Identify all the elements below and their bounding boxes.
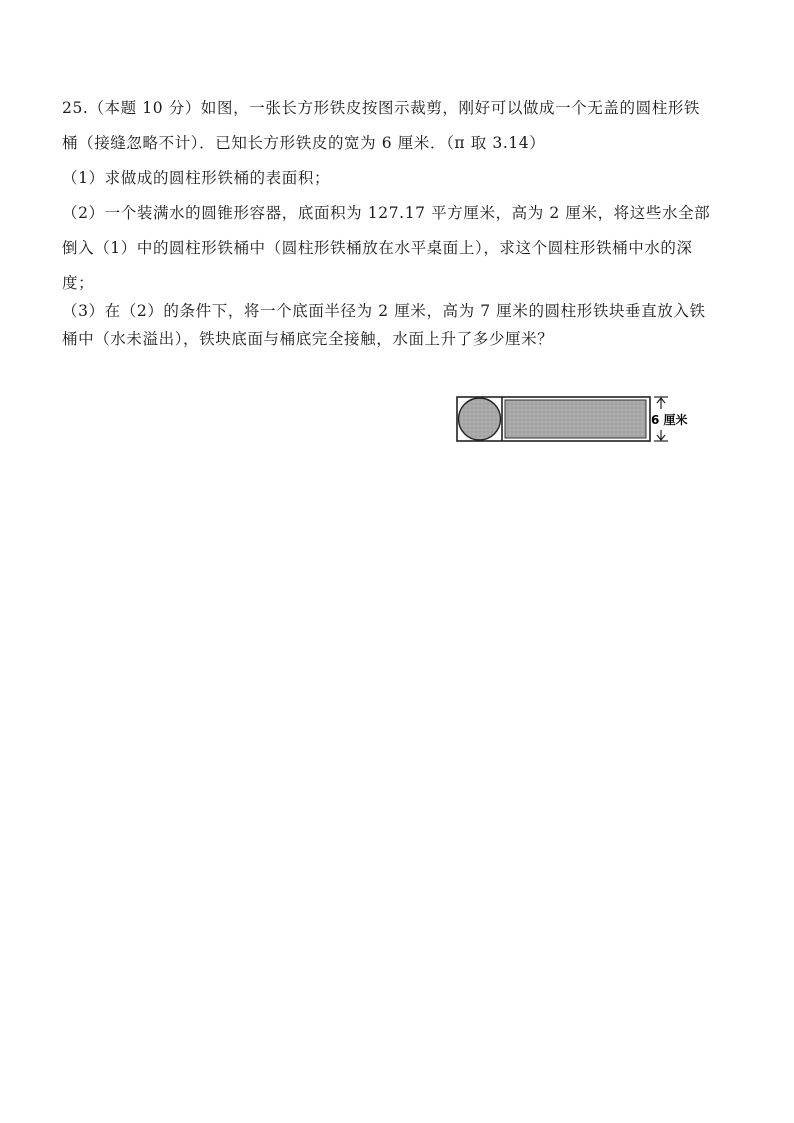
question-2-line-3: 度； [62, 274, 95, 292]
question-3-line-1: （3）在（2）的条件下，将一个底面半径为 2 厘米，高为 7 厘米的圆柱形铁块垂直放入铁 [62, 302, 706, 320]
problem-line-1: 25.（本题 10 分）如图，一张长方形铁皮按图示裁剪，刚好可以做成一个无盖的圆柱形铁 [62, 99, 701, 117]
cut-diagram [455, 395, 700, 445]
base-circle [459, 398, 501, 440]
side-rectangle [505, 400, 646, 438]
width-label: 6 厘米 [651, 413, 688, 427]
question-2-line-1: （2）一个装满水的圆锥形容器，底面积为 127.17 平方厘米，高为 2 厘米，将这些水全部 [62, 204, 711, 222]
question-1: （1）求做成的圆柱形铁桶的表面积； [62, 169, 331, 187]
question-2-line-2: 倒入（1）中的圆柱形铁桶中（圆柱形铁桶放在水平桌面上），求这个圆柱形铁桶中水的深 [62, 239, 693, 257]
cut-diagram-svg [455, 395, 700, 445]
question-3-line-2: 桶中（水未溢出），铁块底面与桶底完全接触，水面上升了多少厘米？ [62, 330, 554, 348]
problem-line-2: 桶（接缝忽略不计）．已知长方形铁皮的宽为 6 厘米．（π 取 3.14） [62, 134, 546, 152]
